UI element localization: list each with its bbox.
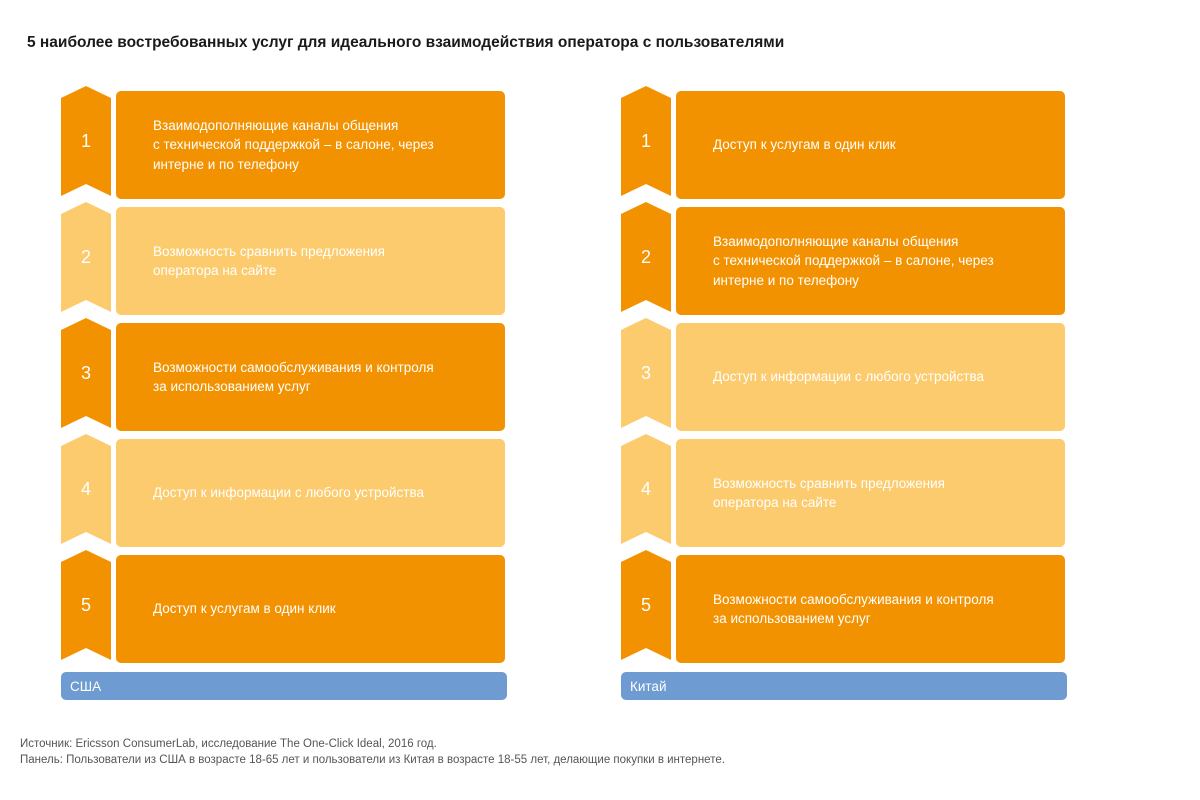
service-box <box>116 439 505 547</box>
service-text: Доступ к услугам в один клик <box>713 137 896 153</box>
panel-label-china: Китай <box>621 672 1067 700</box>
service-box <box>116 91 505 199</box>
service-box <box>116 207 505 315</box>
rank-number: 5 <box>80 594 91 615</box>
service-box <box>676 91 1065 199</box>
service-text: Доступ к информации с любого устройства <box>713 369 985 385</box>
source-line: Источник: Ericsson ConsumerLab, исследование The One-Click Ideal, 2016 год. <box>20 738 437 750</box>
rank-number: 2 <box>640 246 651 267</box>
service-box <box>676 323 1065 431</box>
ranking-row <box>621 86 1067 196</box>
service-text: Взаимодополняющие каналы общения с технической поддержкой – в салоне, через интерне и по телефону <box>713 233 994 288</box>
service-text: Взаимодополняющие каналы общения с технической поддержкой – в салоне, через интерне и по телефону <box>153 117 434 172</box>
panel-line: Панель: Пользователи из США в возрасте 18-65 лет и пользователи из Китая в возрасте 18-55 лет, делающие покупки в интернете. <box>20 754 725 766</box>
rank-number: 1 <box>80 130 91 151</box>
ranking-row <box>61 86 507 196</box>
service-box <box>116 323 505 431</box>
rank-number: 3 <box>80 362 91 383</box>
rank-number: 5 <box>640 594 651 615</box>
source-note <box>20 736 725 768</box>
service-box <box>116 555 505 663</box>
ranking-row <box>621 202 1067 312</box>
service-text: Возможность сравнить предложения оператора на сайте <box>153 243 385 278</box>
panel-label-usa: США <box>61 672 507 700</box>
ranking-row <box>61 550 507 660</box>
service-text: Доступ к услугам в один клик <box>153 601 336 617</box>
service-box <box>676 207 1065 315</box>
rank-number: 3 <box>640 362 651 383</box>
rank-number: 4 <box>640 478 651 499</box>
rank-number: 1 <box>640 130 651 151</box>
service-text: Доступ к информации с любого устройства <box>153 485 425 501</box>
service-text: Возможности самообслуживания и контроля за использованием услуг <box>713 591 994 626</box>
ranking-row <box>621 550 1067 660</box>
ranking-row <box>61 202 507 312</box>
ranking-row <box>61 434 507 544</box>
service-text: Возможность сравнить предложения оператора на сайте <box>713 475 945 510</box>
rank-number: 4 <box>80 478 91 499</box>
rank-number: 2 <box>80 246 91 267</box>
ranking-row <box>621 318 1067 428</box>
service-box <box>676 555 1065 663</box>
chart-title: 5 наиболее востребованных услуг для идеального взаимодействия оператора с пользователями <box>27 34 785 51</box>
service-box <box>676 439 1065 547</box>
service-text: Возможности самообслуживания и контроля за использованием услуг <box>153 359 434 394</box>
ranking-row <box>621 434 1067 544</box>
ranking-row <box>61 318 507 428</box>
